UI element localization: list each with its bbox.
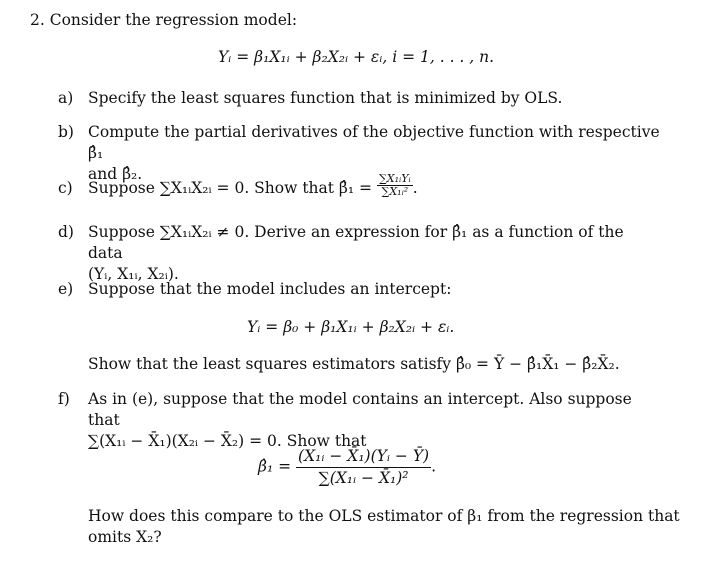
part-f-lhs: β̂₁ = — [258, 457, 292, 476]
part-c-frac-numerator: ∑X₁ᵢYᵢ — [378, 171, 411, 185]
part-f-label: f) — [58, 390, 70, 408]
part-f-frac-denominator: ∑(X₁ᵢ − X̄₁)² — [318, 469, 409, 487]
part-d-line1: Suppose ∑X₁ᵢX₂ᵢ ≠ 0. Derive an expression for β̂₁ as a function of the data — [88, 223, 624, 262]
part-c-prefix: Suppose ∑X₁ᵢX₂ᵢ = 0. Show that β̂₁ = — [88, 179, 373, 197]
part-f-frac-numerator: (X₁ᵢ − X̄₁)(Yᵢ − Ȳ) — [296, 446, 431, 468]
part-d-text — [88, 222, 663, 285]
part-f-fraction — [296, 446, 431, 489]
part-b-line2: and β̂₂. — [88, 165, 143, 183]
part-b-text — [88, 122, 663, 185]
part-f-line1: As in (e), suppose that the model contains an intercept. Also suppose that — [88, 390, 632, 429]
part-e-text: Suppose that the model includes an intercept: — [88, 280, 452, 298]
part-f-line2: ∑(X₁ᵢ − X̄₁)(X₂ᵢ − X̄₂) = 0. Show that — [88, 432, 367, 450]
part-e-intercept-equation: Yᵢ = β₀ + β₁X₁ᵢ + β₂X₂ᵢ + εᵢ. — [247, 318, 455, 336]
part-e-estimator-statement: Show that the least squares estimators satisfy β̂₀ = Ȳ − β̂₁X̄₁ − β̂₂X̄₂. — [88, 355, 620, 373]
part-f-estimator-equation — [258, 446, 436, 489]
part-f-question-line1: How does this compare to the OLS estimator of β₁ from the regression that — [88, 507, 680, 525]
part-a-label: a) — [58, 89, 74, 107]
part-f-suffix: . — [431, 457, 437, 476]
part-a-text: Specify the least squares function that is minimized by OLS. — [88, 89, 563, 107]
regression-model-equation: Yᵢ = β₁X₁ᵢ + β₂X₂ᵢ + εᵢ, i = 1, . . . , n. — [217, 48, 495, 66]
part-d-line2: (Yᵢ, X₁ᵢ, X₂ᵢ). — [88, 265, 179, 283]
question-heading: 2. Consider the regression model: — [30, 11, 298, 29]
part-f-text — [88, 389, 663, 452]
part-b-label: b) — [58, 123, 74, 141]
part-c-fraction — [377, 173, 413, 198]
part-c-suffix: . — [412, 179, 418, 197]
part-b-line1: Compute the partial derivatives of the objective function with respective β̂₁ — [88, 123, 660, 162]
part-e-label: e) — [58, 280, 74, 298]
part-c-frac-denominator: ∑X₁ᵢ² — [381, 184, 409, 198]
part-c-label: c) — [58, 179, 73, 197]
part-d-label: d) — [58, 223, 74, 241]
part-f-question-line2: omits X₂? — [88, 528, 162, 546]
